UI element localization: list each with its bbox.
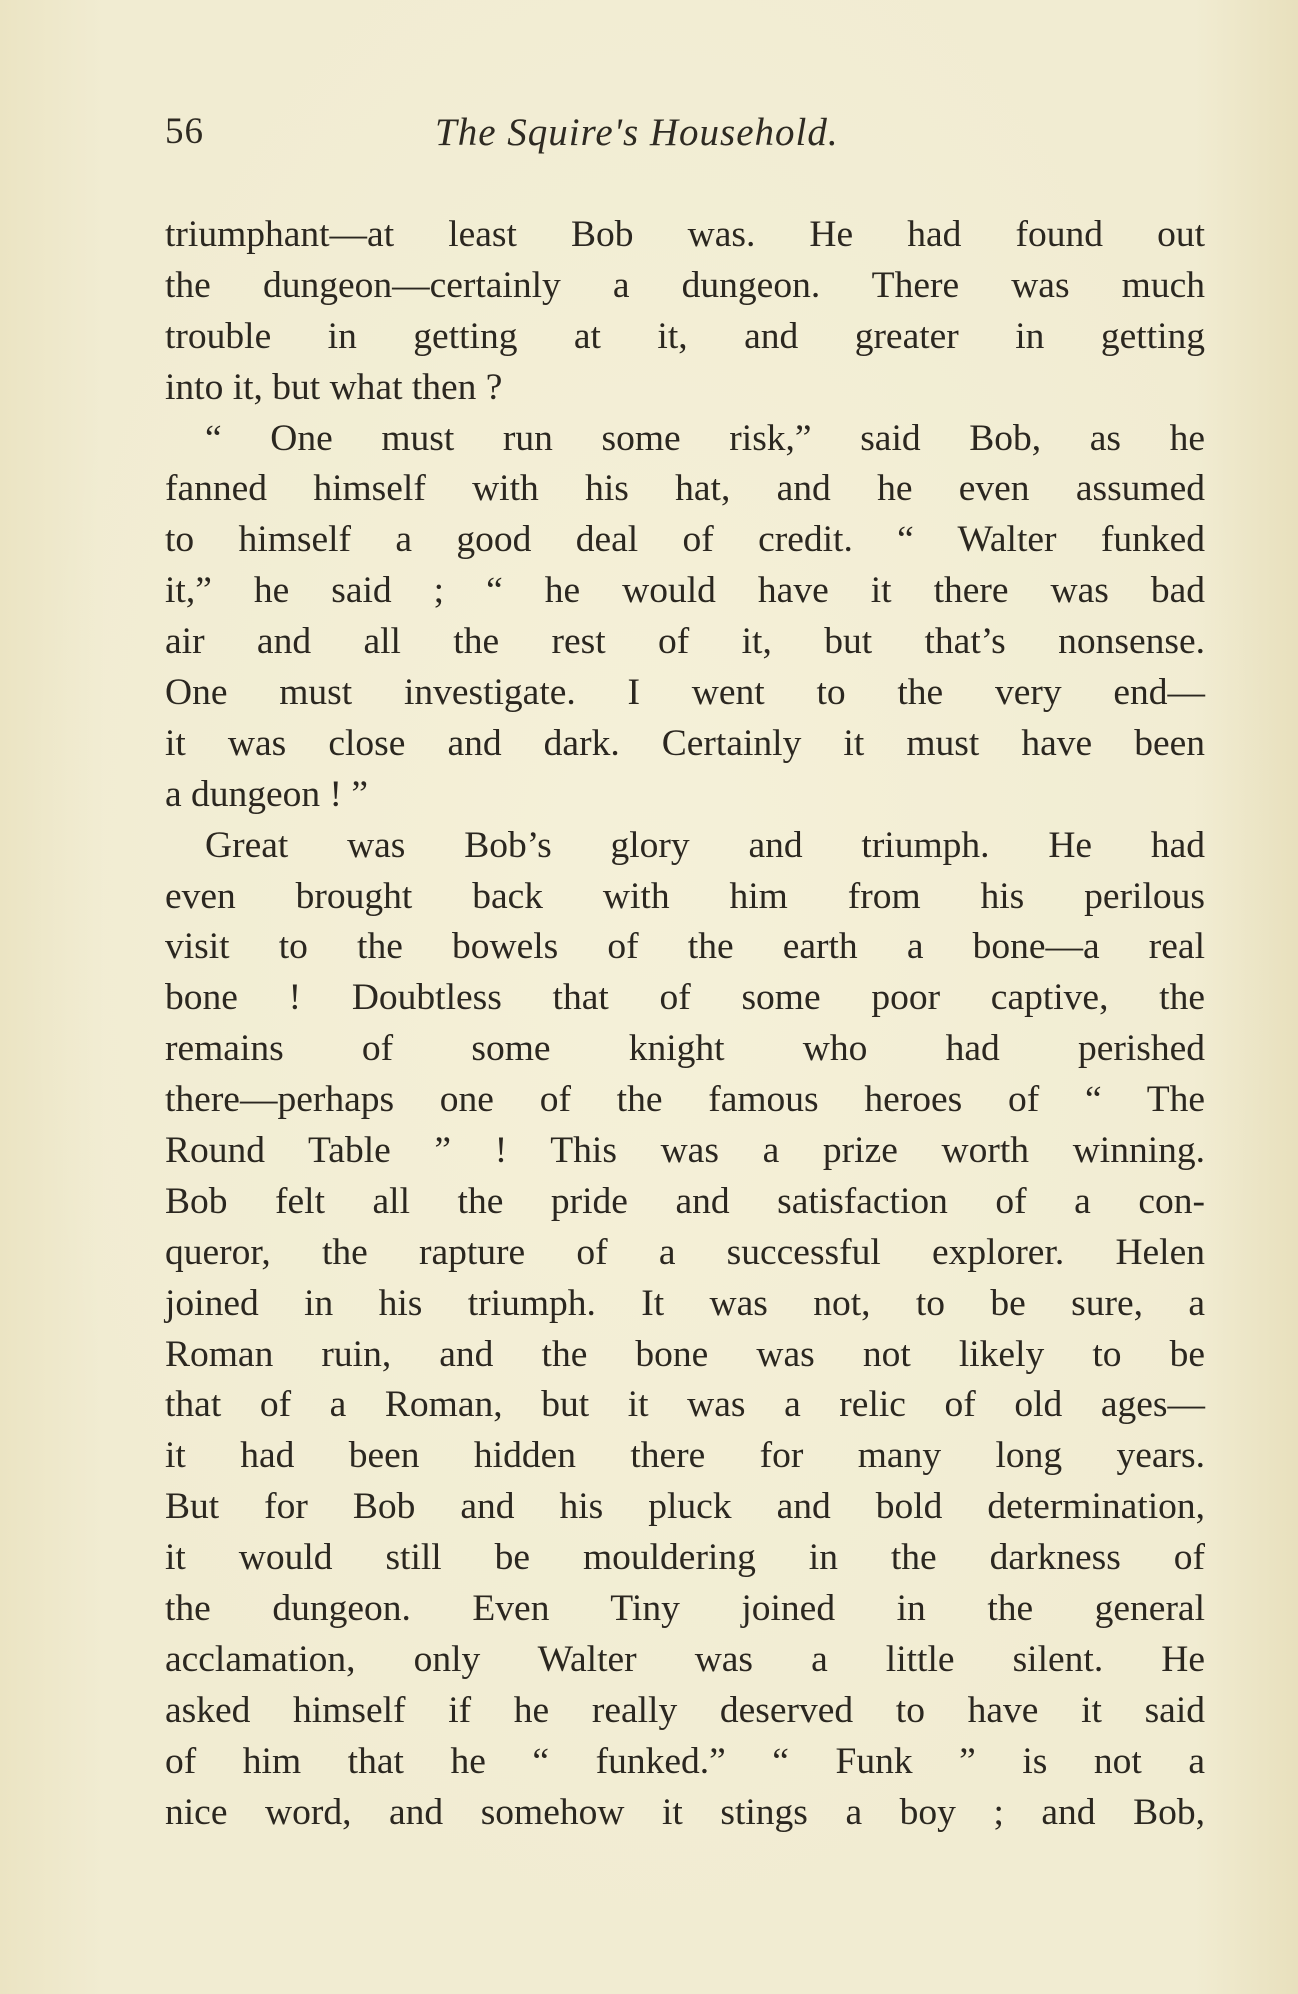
text-line: trouble in getting at it, and greater in getting: [165, 315, 1205, 357]
text-line: visit to the bowels of the earth a bone—a real: [165, 926, 1205, 968]
text-line: Round Table ” ! This was a prize worth winning.: [165, 1130, 1205, 1172]
text-line: “ One must run some risk,” said Bob, as he: [205, 417, 1205, 459]
text-line: a dungeon ! ”: [165, 773, 369, 815]
text-line: of him that he “ funked.” “ Funk ” is not a: [165, 1740, 1205, 1782]
text-line: that of a Roman, but it was a relic of old ages—: [165, 1384, 1205, 1426]
text-line: there—perhaps one of the famous heroes of “ The: [165, 1079, 1205, 1121]
text-line: the dungeon—certainly a dungeon. There was much: [165, 264, 1205, 306]
text-line: it had been hidden there for many long years.: [165, 1435, 1205, 1477]
text-line: acclamation, only Walter was a little silent. He: [165, 1638, 1205, 1680]
text-line: Great was Bob’s glory and triumph. He had: [205, 824, 1205, 866]
body-text: [165, 210, 1205, 1839]
text-line: remains of some knight who had perished: [165, 1028, 1205, 1070]
text-line: it would still be mouldering in the darkness of: [165, 1537, 1205, 1579]
text-line: into it, but what then ?: [165, 366, 503, 408]
running-head: The Squire's Household.: [435, 111, 839, 154]
text-line: joined in his triumph. It was not, to be sure, a: [165, 1282, 1205, 1324]
text-line: Roman ruin, and the bone was not likely to be: [165, 1333, 1205, 1375]
page-number: 56: [165, 111, 204, 152]
text-line: air and all the rest of it, but that’s nonsense.: [165, 621, 1205, 663]
text-line: asked himself if he really deserved to have it said: [165, 1689, 1205, 1731]
text-line: even brought back with him from his perilous: [165, 875, 1205, 917]
text-line: triumphant—at least Bob was. He had found out: [165, 214, 1205, 255]
text-line: nice word, and somehow it stings a boy ; and Bob,: [165, 1791, 1205, 1833]
text-line: fanned himself with his hat, and he even assumed: [165, 468, 1205, 510]
text-line: bone ! Doubtless that of some poor captive, the: [165, 977, 1205, 1019]
text-line: to himself a good deal of credit. “ Walter funked: [165, 519, 1205, 561]
page-header: [165, 110, 1215, 170]
text-line: the dungeon. Even Tiny joined in the general: [165, 1588, 1205, 1630]
text-line: queror, the rapture of a successful explorer. Helen: [165, 1231, 1205, 1273]
text-line: Bob felt all the pride and satisfaction of a con-: [165, 1180, 1205, 1222]
text-line: it,” he said ; “ he would have it there was bad: [165, 570, 1205, 612]
text-line: it was close and dark. Certainly it must have been: [165, 722, 1205, 764]
text-line: One must investigate. I went to the very end—: [165, 672, 1205, 714]
text-line: But for Bob and his pluck and bold determination,: [165, 1486, 1205, 1528]
